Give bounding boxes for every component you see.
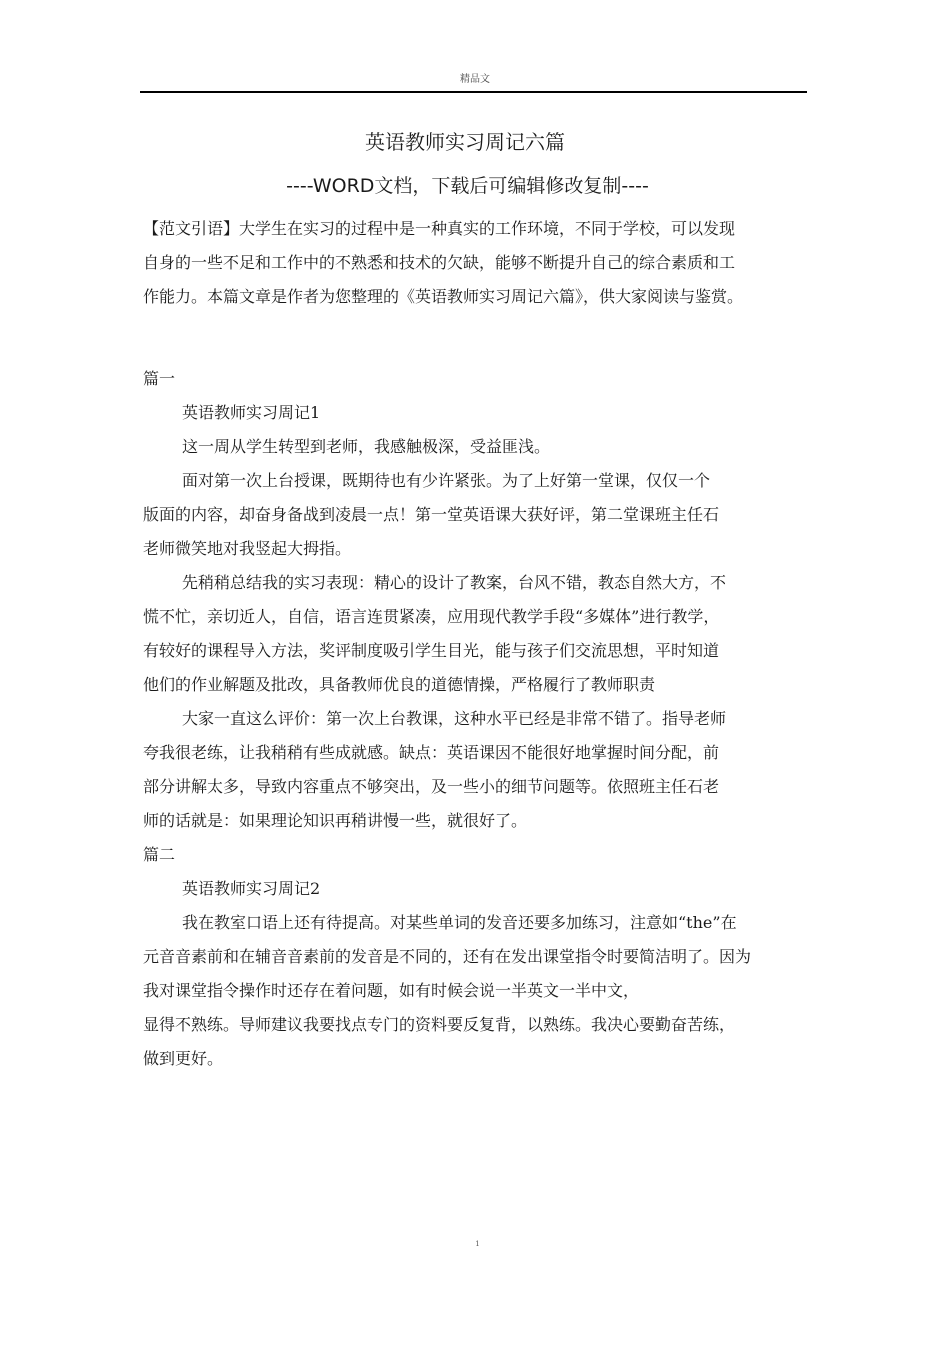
paragraph-line: 师的话就是：如果理论知识再稍讲慢一些，就很好了。 xyxy=(143,811,528,830)
paragraph-line: 我对课堂指令操作时还存在着问题，如有时候会说一半英文一半中文， xyxy=(143,981,640,1000)
paragraph-line: 有较好的课程导入方法，奖评制度吸引学生目光，能与孩子们交流思想，平时知道 xyxy=(143,641,720,660)
section-subheading-2: 英语教师实习周记2 xyxy=(182,879,321,898)
paragraph-line: 大家一直这么评价：第一次上台教课，这种水平已经是非常不错了。指导老师 xyxy=(182,709,727,728)
intro-line: 【范文引语】大学生在实习的过程中是一种真实的工作环境，不同于学校，可以发现 xyxy=(143,219,736,238)
intro-line: 自身的一些不足和工作中的不熟悉和技术的欠缺，能够不断提升自己的综合素质和工 xyxy=(143,253,736,272)
header-rule xyxy=(140,91,807,93)
paragraph-line: 做到更好。 xyxy=(143,1049,224,1068)
paragraph-line: 老师微笑地对我竖起大拇指。 xyxy=(143,539,352,558)
document-body xyxy=(143,212,833,1076)
paragraph-line: 显得不熟练。导师建议我要找点专门的资料要反复背，以熟练。我决心要勤奋苦练， xyxy=(143,1015,736,1034)
section-heading-2: 篇二 xyxy=(143,845,176,864)
paragraph-line: 部分讲解太多，导致内容重点不够突出，及一些小的细节问题等。依照班主任石老 xyxy=(143,777,720,796)
paragraph-line: 夸我很老练，让我稍稍有些成就感。缺点：英语课因不能很好地掌握时间分配，前 xyxy=(143,743,720,762)
document-subtitle: ----WORD文档，下载后可编辑修改复制---- xyxy=(286,175,649,197)
document-title: 英语教师实习周记六篇 xyxy=(365,130,565,154)
paragraph-line: 他们的作业解题及批改，具备教师优良的道德情操，严格履行了教师职责 xyxy=(143,675,656,694)
section-gap xyxy=(143,314,833,362)
paragraph-line: 慌不忙，亲切近人，自信，语言连贯紧凑，应用现代教学手段“多媒体”进行教学， xyxy=(143,607,720,626)
paragraph-line: 元音音素前和在辅音音素前的发音是不同的，还有在发出课堂指令时要简洁明了。因为 xyxy=(143,947,752,966)
paragraph-line: 版面的内容，却奋身备战到凌晨一点！第一堂英语课大获好评，第二堂课班主任石 xyxy=(143,505,720,524)
intro-line: 作能力。本篇文章是作者为您整理的《英语教师实习周记六篇》，供大家阅读与鉴赏。 xyxy=(143,287,744,306)
paragraph-line: 先稍稍总结我的实习表现：精心的设计了教案，台风不错，教态自然大方，不 xyxy=(182,573,727,592)
paragraph-line: 这一周从学生转型到老师，我感触极深，受益匪浅。 xyxy=(182,437,551,456)
page-header: 精品文 xyxy=(460,74,490,85)
section-subheading-1: 英语教师实习周记1 xyxy=(182,403,321,422)
section-heading-1: 篇一 xyxy=(143,369,176,388)
page-number: 1 xyxy=(475,1240,480,1248)
paragraph-line: 我在教室口语上还有待提高。对某些单词的发音还要多加练习，注意如“the”在 xyxy=(182,913,737,932)
paragraph-line: 面对第一次上台授课，既期待也有少许紧张。为了上好第一堂课，仅仅一个 xyxy=(182,471,711,490)
